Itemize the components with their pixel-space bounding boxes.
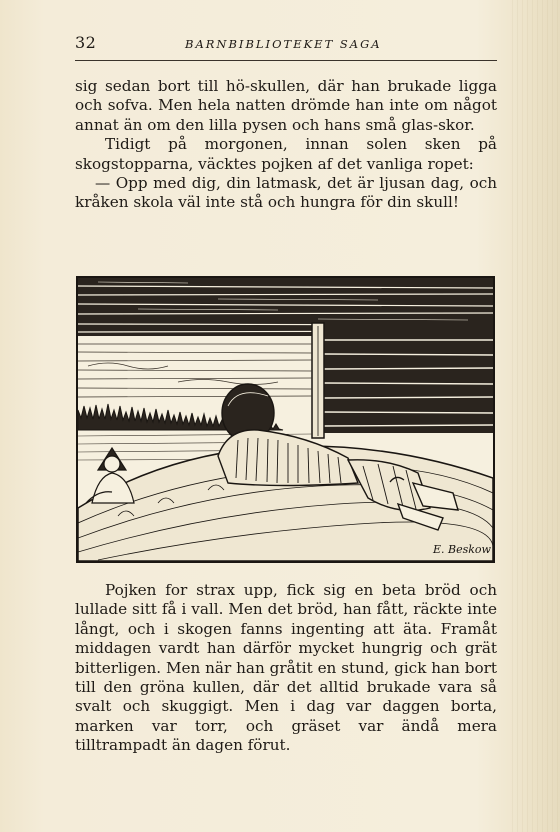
illustration-boy-lying-on-hill — [76, 276, 495, 563]
barn-side-wall — [312, 323, 493, 438]
paragraph: Tidigt på morgonen, innan solen sken på skogstopparna, väcktes pojken af det vanliga ropet: — [75, 135, 497, 173]
text-block-bottom — [75, 581, 497, 756]
paragraph: sig sedan bort till hö-skullen, där han brukade ligga och sofva. Men hela natten drömde han inte om något annat än om den lilla pysen och hans små glas-skor. — [75, 77, 497, 134]
artist-signature: E. Beskow — [433, 543, 491, 556]
dialogue-paragraph: — Opp med dig, din latmask, det är ljusan dag, och kråken skola väl inte stå och hungra för din skull! — [75, 174, 497, 212]
small-girl-figure — [86, 448, 134, 503]
sky — [78, 344, 312, 397]
illustration-drawing — [78, 278, 493, 561]
running-head: BARNBIBLIOTEKET SAGA — [185, 37, 382, 51]
page-number: 32 — [75, 33, 97, 52]
paragraph: Pojken for strax upp, fick sig en beta bröd och lullade sitt få i vall. Men det bröd, han fått, räckte inte långt, och i skogen fanns ingenting att äta. Framåt middagen vardt han därför mycket hungrig och grät bitterligen. Men när han gråtit en stund, gick han bort till den gröna kullen, där det alltid brukade vara så svalt och skuggigt. Men i dag var daggen borta, marken var torr, och gräset var ändå mera tilltrampadt än dagen förut. — [75, 581, 497, 755]
page-header — [75, 33, 495, 55]
page-edge-shadow — [512, 0, 560, 832]
header-rule — [75, 60, 497, 61]
text-block-top — [75, 77, 497, 213]
